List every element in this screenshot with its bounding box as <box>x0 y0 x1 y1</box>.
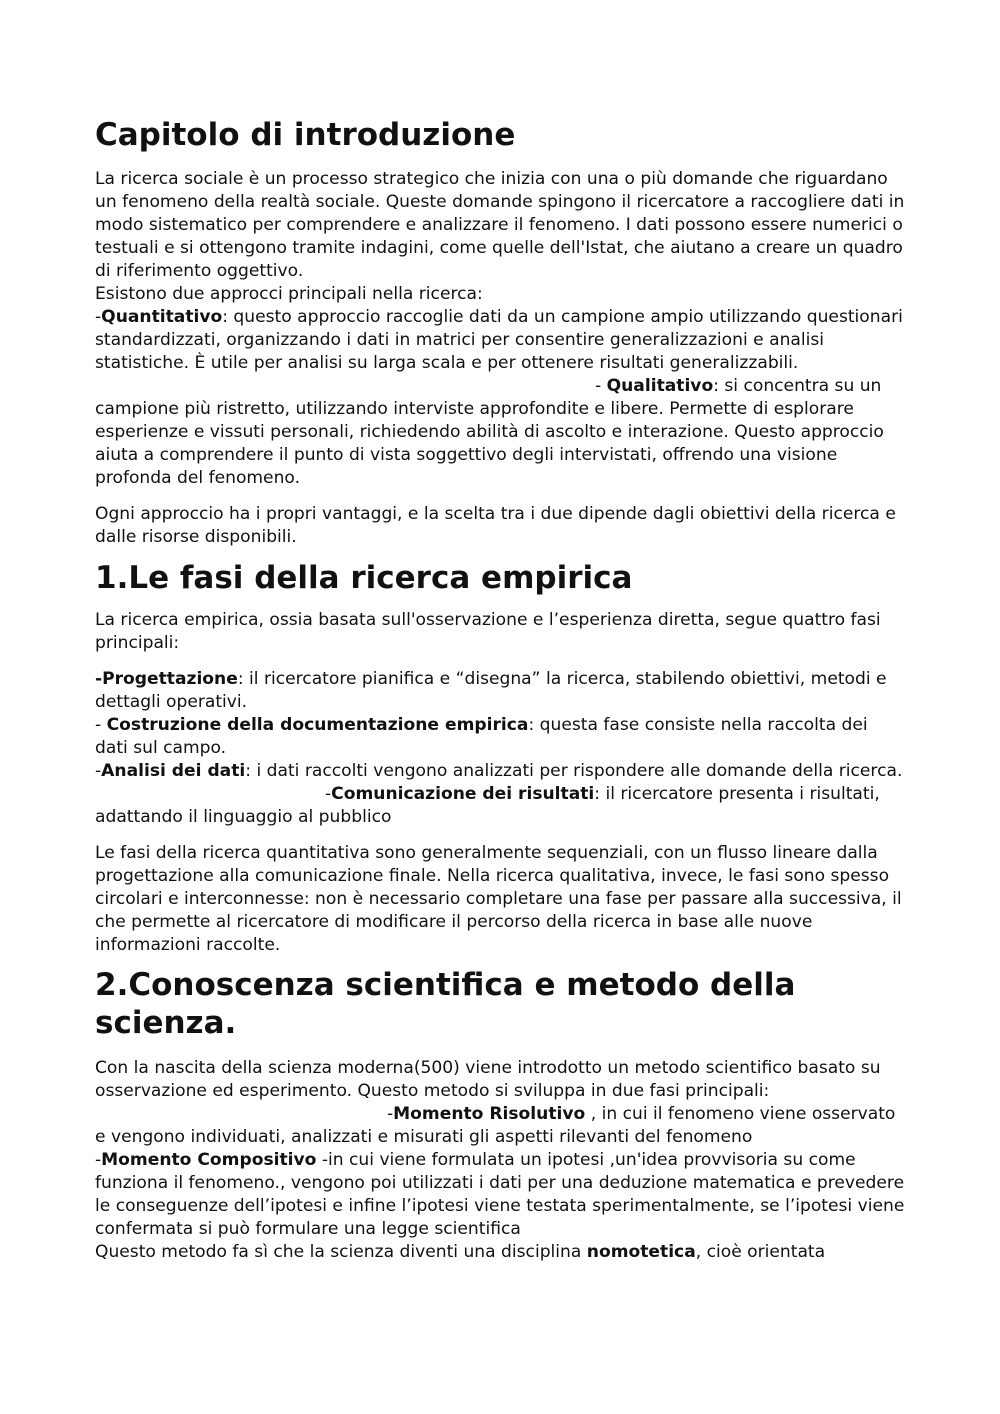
fasi-intro: La ricerca empirica, ossia basata sull'osservazione e l’esperienza diretta, segue quattro fasi principali: <box>95 610 881 653</box>
costr-prefix: - <box>95 715 107 735</box>
qual-label: Qualitativo <box>606 376 714 396</box>
quant-prefix: - <box>95 307 102 327</box>
nomotetica-text: Questo metodo fa sì che la scienza diventi una disciplina <box>95 1242 587 1262</box>
anal-text: : i dati raccolti vengono analizzati per rispondere alle domande della ricerca. <box>245 761 903 781</box>
nomotetica-label: nomotetica <box>586 1242 696 1262</box>
ris-text: , in cui il fenomeno viene osservato e vengono individuati, analizzati e misurati gli aspetti rilevanti del fenomeno <box>95 1104 896 1147</box>
qual-text: : si concentra su un campione più ristretto, utilizzando interviste approfondite e libere. Permette di esplorare esperienze e vissuti personali, richiedendo abilità di ascolto e interazione. Questo approccio aiuta a comprendere il punto di vista soggettivo degli intervistati, offrendo una visione profonda del fenomeno. <box>95 376 884 488</box>
heading-intro: Capitolo di introduzione <box>95 117 516 153</box>
comp-label: Momento Compositivo <box>101 1150 317 1170</box>
qual-prefix: - <box>595 376 602 396</box>
scienza-paragraph <box>95 1057 905 1264</box>
prog-label: -Progettazione <box>95 669 238 689</box>
heading-fasi: 1.Le fasi della ricerca empirica <box>95 560 633 596</box>
ris-label: Momento Risolutivo <box>393 1104 586 1124</box>
anal-label: Analisi dei dati <box>101 761 246 781</box>
heading-scienza: 2.Conoscenza scientifica e metodo della scienza. <box>95 967 796 1041</box>
intro-conclusion: Ogni approccio ha i propri vantaggi, e la scelta tra i due dipende dagli obiettivi della ricerca e dalle risorse disponibili. <box>95 504 896 547</box>
intro-approaches-text: Esistono due approcci principali nella ricerca: <box>95 284 483 304</box>
quant-label: Quantitativo <box>101 307 223 327</box>
nomotetica-tail: , cioè orientata <box>695 1242 826 1262</box>
costr-label: Costruzione della documentazione empirica <box>106 715 529 735</box>
intro-text: La ricerca sociale è un processo strategico che inizia con una o più domande che riguardano un fenomeno della realtà sociale. Queste domande spingono il ricercatore a raccogliere dati in modo sistematico per comprendere e analizzare il fenomeno. I dati possono essere numerici o testuali e si ottengono tramite indagini, come quelle dell'Istat, che aiutano a creare un quadro di riferimento oggettivo. <box>95 169 905 281</box>
scienza-text: Con la nascita della scienza moderna(500) viene introdotto un metodo scientifico basato su osservazione ed esperimento. Questo metodo si sviluppa in due fasi principali: <box>95 1058 881 1101</box>
prog-text: : il ricercatore pianifica e “disegna” la ricerca, stabilendo obiettivi, metodi e dettagli operativi. <box>95 669 887 712</box>
costr-text: : questa fase consiste nella raccolta dei dati sul campo. <box>95 715 868 758</box>
com-label: Comunicazione dei risultati <box>331 784 595 804</box>
comp-text: -in cui viene formulata un ipotesi ,un'idea provvisoria su come funziona il fenomeno., vengono poi utilizzati i dati per una deduzione matematica e prevedere le conseguenze dell’ipotesi e infine l’ipotesi viene testata sperimentalmente, se l’ipotesi viene confermata si può formulare una legge scientifica <box>95 1150 905 1239</box>
fasi-conclusion: Le fasi della ricerca quantitativa sono generalmente sequenziali, con un flusso lineare dalla progettazione alla comunicazione finale. Nella ricerca qualitativa, invece, le fasi sono spesso circolari e interconnesse: non è necessario completare una fase per passare alla successiva, il che permette al ricercatore di modificare il percorso della ricerca in base alle nuove informazioni raccolte. <box>95 843 902 955</box>
fasi-list <box>95 668 905 829</box>
com-prefix: - <box>325 784 332 804</box>
comp-prefix: - <box>95 1150 102 1170</box>
anal-prefix: - <box>95 761 102 781</box>
document-page <box>95 116 905 1264</box>
intro-paragraph <box>95 168 905 490</box>
quant-text: : questo approccio raccoglie dati da un campione ampio utilizzando questionari standardizzati, organizzando i dati in matrici per consentire generalizzazioni e analisi statistiche. È utile per analisi su larga scala e per ottenere risultati generalizzabili. <box>95 307 903 373</box>
ris-prefix: - <box>387 1104 394 1124</box>
com-text: : il ricercatore presenta i risultati, adattando il linguaggio al pubblico <box>95 784 880 827</box>
